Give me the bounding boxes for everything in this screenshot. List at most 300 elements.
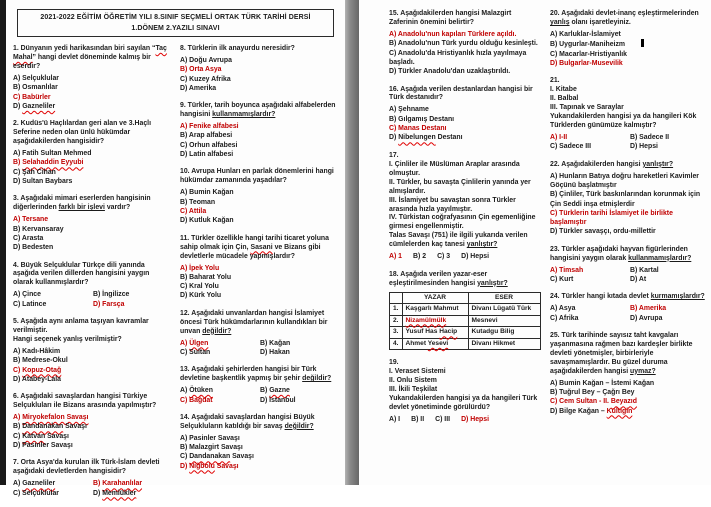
text-run: Nibelungen	[398, 134, 436, 142]
table-cell	[402, 338, 468, 350]
text-run: C) Afrika	[550, 314, 579, 322]
text-run: B) Kartal	[630, 266, 659, 274]
text-run: D) Pasinler Savaşı	[13, 442, 73, 450]
option	[630, 142, 709, 151]
option	[411, 415, 424, 424]
text-run: D)	[180, 462, 190, 470]
option	[180, 65, 338, 74]
question-number: 2.	[13, 120, 21, 128]
question-6	[13, 393, 171, 450]
exam-title-line1: 2021-2022 EĞİTİM ÖĞRETİM YILI 8.SINIF SEÇMELİ ORTAK TÜRK TARİHİ DERSİ	[40, 14, 311, 21]
text-run: A) Kadı-Hâkim	[13, 347, 61, 355]
stem-line	[389, 386, 541, 395]
option	[550, 50, 709, 59]
option	[13, 479, 89, 488]
text-run: A) Karluklar-İslamiyet	[550, 30, 621, 38]
stem-line	[180, 235, 338, 262]
text-cursor	[641, 39, 644, 47]
options	[180, 386, 338, 405]
stem-line	[13, 45, 171, 72]
question-2	[13, 120, 171, 186]
text-run: D) Avrupa	[630, 314, 663, 322]
text-run: Gazneliler	[22, 480, 56, 488]
option	[13, 422, 171, 431]
question-11	[180, 235, 338, 301]
option	[550, 388, 709, 397]
option	[550, 407, 709, 416]
text-run: A) Bumin Kağan	[180, 189, 234, 197]
text-run: C) Babürler	[13, 93, 51, 101]
options	[389, 252, 541, 261]
option	[180, 188, 338, 197]
question-number: 17.	[389, 151, 399, 159]
option	[13, 83, 171, 92]
stem-line	[389, 368, 541, 377]
text-run: Türkler hangi kıtada devlet	[561, 293, 651, 301]
text-run: Orta Asya'da kurulan ilk Türk-İslam devleti aşağıdaki devletlerden hangisidir?	[13, 459, 160, 476]
text-run: değildir?	[284, 422, 314, 430]
text-run: I. Kitabe	[550, 86, 577, 94]
table-row	[390, 338, 541, 350]
text-run: D) Hakan	[260, 348, 290, 356]
text-run: Destanı	[435, 134, 463, 142]
text-run: Savaşı	[45, 432, 69, 440]
option	[630, 275, 709, 284]
stem-line	[550, 246, 709, 264]
matching-table	[389, 292, 541, 351]
question-stem	[13, 195, 171, 213]
text-run: 3.	[393, 328, 399, 336]
question-number: 24.	[550, 293, 562, 301]
option	[550, 275, 626, 284]
text-run: Aşağıdaki şehirlerden hangisi bir Türk devletine başkentlik yapmış bir şehir	[180, 366, 317, 383]
option	[389, 39, 541, 48]
option	[13, 441, 171, 450]
option	[550, 266, 626, 275]
stem-line	[550, 95, 709, 104]
text-run: Ahmet	[405, 339, 428, 347]
text-run: B) Sadece II	[630, 134, 670, 141]
text-run: II. Balbal	[550, 95, 579, 103]
page-2-columns	[389, 10, 707, 434]
option	[93, 300, 171, 309]
option	[13, 234, 171, 243]
question-number: 25.	[550, 331, 562, 339]
text-run: C) Arasta	[13, 234, 44, 242]
text-run: Aşağıdaki unvanlardan hangisi İslamiyet öncesi Türk hükümdarlarının kullandıkları bir unvan	[180, 309, 328, 335]
text-run: B) Medrese-Okul	[13, 357, 68, 365]
option	[13, 300, 89, 309]
question-14	[180, 414, 338, 471]
text-run: kullanmamışlardır?	[628, 254, 692, 262]
question-stem	[389, 10, 541, 28]
question-number: 10.	[180, 168, 192, 176]
text-run: B) Tuğrul Bey – Çağrı Bey	[550, 389, 635, 397]
exam-header	[17, 9, 334, 37]
text-run: Kopuz-Otağ	[22, 366, 62, 374]
option	[13, 432, 171, 441]
text-run: Yukarıdakilerden hangisi ya da hangileri Kök Türklerden günümüze kalmıştır?	[550, 113, 697, 130]
option	[13, 168, 171, 177]
question-19	[389, 359, 541, 424]
table-row	[390, 327, 541, 339]
text-run: D) At	[630, 276, 647, 284]
text-run: Aşağıdaki mimari eserlerden hangisinin diğerlerinden	[13, 195, 151, 212]
stem-line	[13, 393, 171, 411]
table-cell	[390, 338, 403, 350]
text-run: C) Kral Yolu	[180, 283, 219, 291]
text-run: C) Anadolu'da Hristiyanlık hızla yayılmaya başladı.	[389, 49, 527, 66]
options	[180, 188, 338, 225]
option	[550, 397, 709, 406]
option	[13, 149, 171, 158]
text-run: A) Çince	[13, 291, 41, 299]
stem-line	[180, 45, 338, 54]
text-run: Dandanakan	[22, 423, 64, 431]
text-run: A) I	[389, 416, 401, 424]
text-run: Hangi seçenek yanlış verilmiştir?	[13, 335, 122, 343]
text-run: farklı bir işlevi	[58, 204, 105, 212]
question-number: 11.	[180, 234, 192, 242]
text-run: Savaşı	[230, 453, 254, 461]
question-stem	[389, 86, 541, 104]
text-run: Divanı Lügatü Türk	[471, 305, 532, 313]
options	[389, 415, 541, 424]
text-run: Gazne	[269, 387, 290, 395]
question-number: 20.	[550, 10, 562, 17]
question-17	[389, 152, 541, 262]
option	[13, 225, 171, 234]
option	[180, 207, 338, 216]
question-1	[13, 45, 171, 111]
text-run: C) III	[435, 416, 451, 424]
stem-line	[13, 262, 171, 289]
text-run: 1.	[393, 305, 399, 313]
text-run: II. Türkler, bu savaşta Çinlilerin yanında yer almışlardır.	[389, 178, 531, 195]
question-20	[550, 10, 709, 68]
text-run: A) I-II	[550, 134, 568, 141]
text-run: Sasani	[250, 243, 273, 251]
table-cell	[402, 304, 468, 316]
question-number: 21.	[550, 77, 560, 85]
text-run: D) Hepsi	[461, 253, 490, 261]
question-stem	[180, 414, 338, 432]
question-number: 15.	[389, 10, 401, 17]
text-run: D) Bilge Kağan –	[550, 407, 607, 415]
text-run: III. Tapınak ve Saraylar	[550, 104, 624, 112]
text-run: D) Türkler savaşçı, ordu-millettir	[550, 228, 656, 236]
question-stem	[389, 152, 541, 251]
options	[180, 122, 338, 159]
column-questions-8-14	[180, 45, 338, 507]
text-run: Aşağıdakilerden hangisi	[561, 160, 643, 168]
options	[180, 339, 338, 358]
option	[180, 198, 338, 207]
text-run: B) Çinliler, Türk baskınlarından korunmak için Çin Seddi inşa etmişlerdir	[550, 191, 701, 208]
text-run: Ülgen	[189, 339, 209, 347]
text-run: Beyazıd	[610, 398, 637, 406]
text-run: kullanmamışlardır?	[212, 111, 276, 119]
text-run: Mesnevi	[471, 316, 498, 324]
table-cell	[468, 338, 540, 350]
text-run: C) Sadece III	[550, 143, 591, 151]
text-run: Memlükler	[102, 489, 137, 497]
text-run: yanlıştır?	[477, 279, 508, 287]
options	[13, 215, 171, 252]
option	[550, 30, 709, 39]
question-7	[13, 459, 171, 498]
question-stem	[180, 235, 338, 262]
question-stem	[550, 77, 709, 131]
question-stem	[13, 393, 171, 411]
option	[93, 290, 171, 299]
text-run: C) Cem Sultan - II.	[550, 398, 611, 406]
option	[93, 479, 171, 488]
option	[180, 75, 338, 84]
stem-line	[389, 161, 541, 179]
text-run: Divanı Hikmet	[471, 339, 516, 347]
stem-line	[13, 195, 171, 213]
table-header-cell: YAZAR	[402, 292, 468, 304]
text-run: Savaşı	[214, 462, 239, 470]
text-run: B) Malazgirt Savaşı	[180, 444, 243, 452]
page-1	[6, 0, 345, 497]
question-number: 14.	[180, 413, 192, 421]
stem-line	[550, 332, 709, 377]
text-run: B) Baharat Yolu	[180, 273, 232, 281]
option	[389, 67, 541, 76]
option	[389, 124, 541, 133]
text-run: Miryokefalon Savaşı	[22, 414, 89, 422]
text-run: A) Fenike alfabesi	[180, 123, 239, 131]
question-stem	[550, 10, 709, 28]
text-run: Taç Mahal	[13, 45, 167, 61]
text-run: Karahanlılar	[102, 480, 143, 488]
question-stem	[180, 310, 338, 337]
text-run: A) Fatih Sultan Mehmed	[13, 150, 92, 158]
option	[630, 314, 709, 323]
option	[180, 443, 338, 452]
question-number: 4.	[13, 261, 21, 269]
option	[389, 105, 541, 114]
option	[180, 462, 338, 471]
stem-line	[389, 271, 541, 289]
option	[180, 452, 338, 461]
text-run: Nizamülmülk	[405, 316, 447, 324]
option	[13, 74, 171, 83]
option	[630, 133, 709, 142]
text-run: A) 1	[389, 253, 403, 261]
option	[180, 348, 256, 357]
option	[180, 282, 338, 291]
text-run: I. Çinliler ile Müslüman Araplar arasında olmuştur.	[389, 160, 520, 177]
text-run: Yusuf Has	[405, 328, 440, 336]
option	[13, 158, 171, 167]
question-23	[550, 246, 709, 285]
text-run: A) Selçuklular	[13, 74, 59, 82]
text-run: Türklerin ilk anayurdu neresidir?	[187, 45, 295, 52]
text-run: C) Selçuklular	[13, 489, 59, 497]
option	[437, 252, 450, 261]
text-run: C) Kurt	[550, 276, 574, 284]
text-run: Dandanakan	[189, 453, 231, 461]
options	[13, 149, 171, 186]
text-run: Aşağıdaki savaşlardan hangisi Türkiye Selçukluları ile Bizans arasında yapılmıştır?	[13, 393, 157, 410]
text-run: D) İstanbul	[260, 396, 296, 404]
text-run: B)	[13, 159, 23, 167]
option	[13, 177, 171, 186]
question-9	[180, 102, 338, 159]
options	[550, 30, 709, 68]
text-run: yanlıştır?	[642, 160, 674, 168]
option	[389, 115, 541, 124]
text-run: A) Timsah	[550, 266, 584, 274]
text-run: Türkler, tarih boyunca aşağıdaki alfabelerden hangisini	[180, 102, 336, 119]
text-run: yanlıştır?	[466, 241, 498, 249]
text-run: B)	[260, 387, 270, 395]
option	[260, 386, 338, 395]
text-run: kurmamışlardır?	[650, 293, 705, 301]
stem-line	[389, 395, 541, 413]
text-run: D)	[389, 134, 399, 142]
text-run: 4.	[393, 339, 399, 347]
text-run: A) Hunların Batıya doğru hareketleri Kavimler Göçünü başlatmıştır	[550, 172, 699, 189]
option	[550, 304, 626, 313]
question-stem	[13, 262, 171, 289]
stem-line	[389, 214, 541, 232]
question-number: 23.	[550, 245, 562, 253]
table-cell	[402, 315, 468, 327]
text-run: C) 3	[437, 253, 451, 261]
text-run: A) Doğu Avrupa	[180, 56, 232, 64]
text-run: II. Onlu Sistem	[389, 377, 437, 385]
question-10	[180, 168, 338, 225]
question-number: 5.	[13, 318, 21, 326]
text-run: B) Teoman	[180, 198, 216, 206]
text-run: Türkler özellikle hangi tarihi ticaret yoluna sahip olmak için Çin,	[180, 234, 329, 251]
text-run: B) II	[411, 416, 425, 424]
question-number: 16.	[389, 85, 401, 93]
text-run: C) Şah Cihan	[13, 168, 56, 176]
question-21	[550, 77, 709, 151]
text-run: Aşağıdaki devlet-inanç eşleştirmelerinden	[561, 10, 699, 17]
text-run: C) Kuzey Afrika	[180, 75, 231, 83]
table-header-row	[390, 292, 541, 304]
option	[180, 396, 256, 405]
option	[550, 39, 709, 49]
text-run: vardır?	[104, 204, 131, 212]
option	[180, 131, 338, 140]
option	[13, 243, 171, 252]
text-run: C) Macarlar-Hristiyanlık	[550, 50, 627, 58]
table-cell	[468, 304, 540, 316]
question-stem	[550, 332, 709, 377]
text-run: Aşağıda verilen yazar-eser eşleştirilmesinden hangisi	[389, 270, 488, 287]
option	[180, 386, 256, 395]
option	[435, 415, 450, 424]
options	[13, 74, 171, 111]
text-run: A)	[180, 339, 190, 347]
question-13	[180, 366, 338, 405]
question-number: 13.	[180, 366, 192, 374]
options	[550, 172, 709, 237]
text-run: Kutadgu Bilig	[471, 328, 515, 336]
stem-line	[550, 161, 709, 170]
question-stem	[180, 366, 338, 384]
text-run: D) Farsça	[93, 300, 125, 308]
text-run: B)	[93, 480, 103, 488]
text-run: Yesevi	[427, 339, 449, 347]
text-run: A)	[13, 480, 23, 488]
stem-line	[180, 366, 338, 384]
options	[180, 56, 338, 93]
text-run: Aşağıdakilerden hangisi Malazgirt Zaferinin önemini belirtir?	[389, 10, 512, 26]
stem-line	[13, 336, 171, 345]
text-run: Büyük Selçuklular Türkçe dili yanında aşağıda verilen dillerden hangisini yaygın olarak kullanmışlardır?	[13, 261, 150, 287]
text-run: ” hangi devlet döneminde kalmış bir eserdir?	[13, 53, 151, 70]
options	[180, 264, 338, 301]
question-number: 19.	[389, 359, 399, 367]
stem-line	[550, 10, 709, 28]
page-1-columns	[6, 45, 345, 507]
question-stem	[180, 102, 338, 120]
stem-line	[180, 102, 338, 120]
text-run: Talas Savaşı (751) ile ilgili yukarıda verilen cümlelerden kaç tanesi	[389, 232, 528, 249]
stem-line	[389, 197, 541, 215]
text-run: Kültigin	[606, 407, 633, 415]
option	[180, 434, 338, 443]
question-12	[180, 310, 338, 358]
text-run: A) Bumin Kağan – İstemi Kağan	[550, 379, 655, 387]
text-run: D) Kürk Yolu	[180, 292, 222, 300]
option	[550, 133, 626, 142]
question-stem	[13, 120, 171, 147]
question-number: 22.	[550, 160, 562, 168]
text-run: Aşağıdaki savaşlardan hangisi Büyük Selçukluların katıldığı bir savaş	[180, 413, 315, 430]
text-run: B) Kağan	[260, 339, 291, 347]
option	[413, 252, 426, 261]
page-2	[359, 0, 711, 485]
question-stem	[180, 168, 338, 186]
option	[630, 304, 709, 313]
options	[13, 413, 171, 450]
option	[389, 49, 541, 68]
question-stem	[180, 45, 338, 54]
question-number: 18.	[389, 270, 401, 278]
table-header-cell: ESER	[468, 292, 540, 304]
text-run: A)	[13, 414, 23, 422]
options	[550, 379, 709, 416]
text-run: C)	[13, 432, 23, 440]
option	[180, 216, 338, 225]
text-run: A) Tersane	[13, 216, 49, 224]
text-run: Savaşı	[63, 423, 87, 431]
stem-line	[550, 293, 709, 302]
question-22	[550, 161, 709, 237]
question-stem	[389, 359, 541, 413]
option	[389, 415, 400, 424]
question-number: 1.	[13, 45, 21, 52]
text-run: A) Anadolu'nun kapıları Türklere açıldı.	[389, 30, 517, 38]
option	[550, 209, 709, 228]
option	[13, 93, 171, 102]
text-run: Yukarıdakilerden hangisi ya da hangileri Türk devlet yönetiminde görülürdü?	[389, 395, 538, 412]
text-run: A) Asya	[550, 305, 576, 313]
text-run: değildir?	[302, 375, 332, 383]
options	[550, 133, 709, 152]
stem-line	[389, 86, 541, 104]
option	[13, 489, 89, 498]
